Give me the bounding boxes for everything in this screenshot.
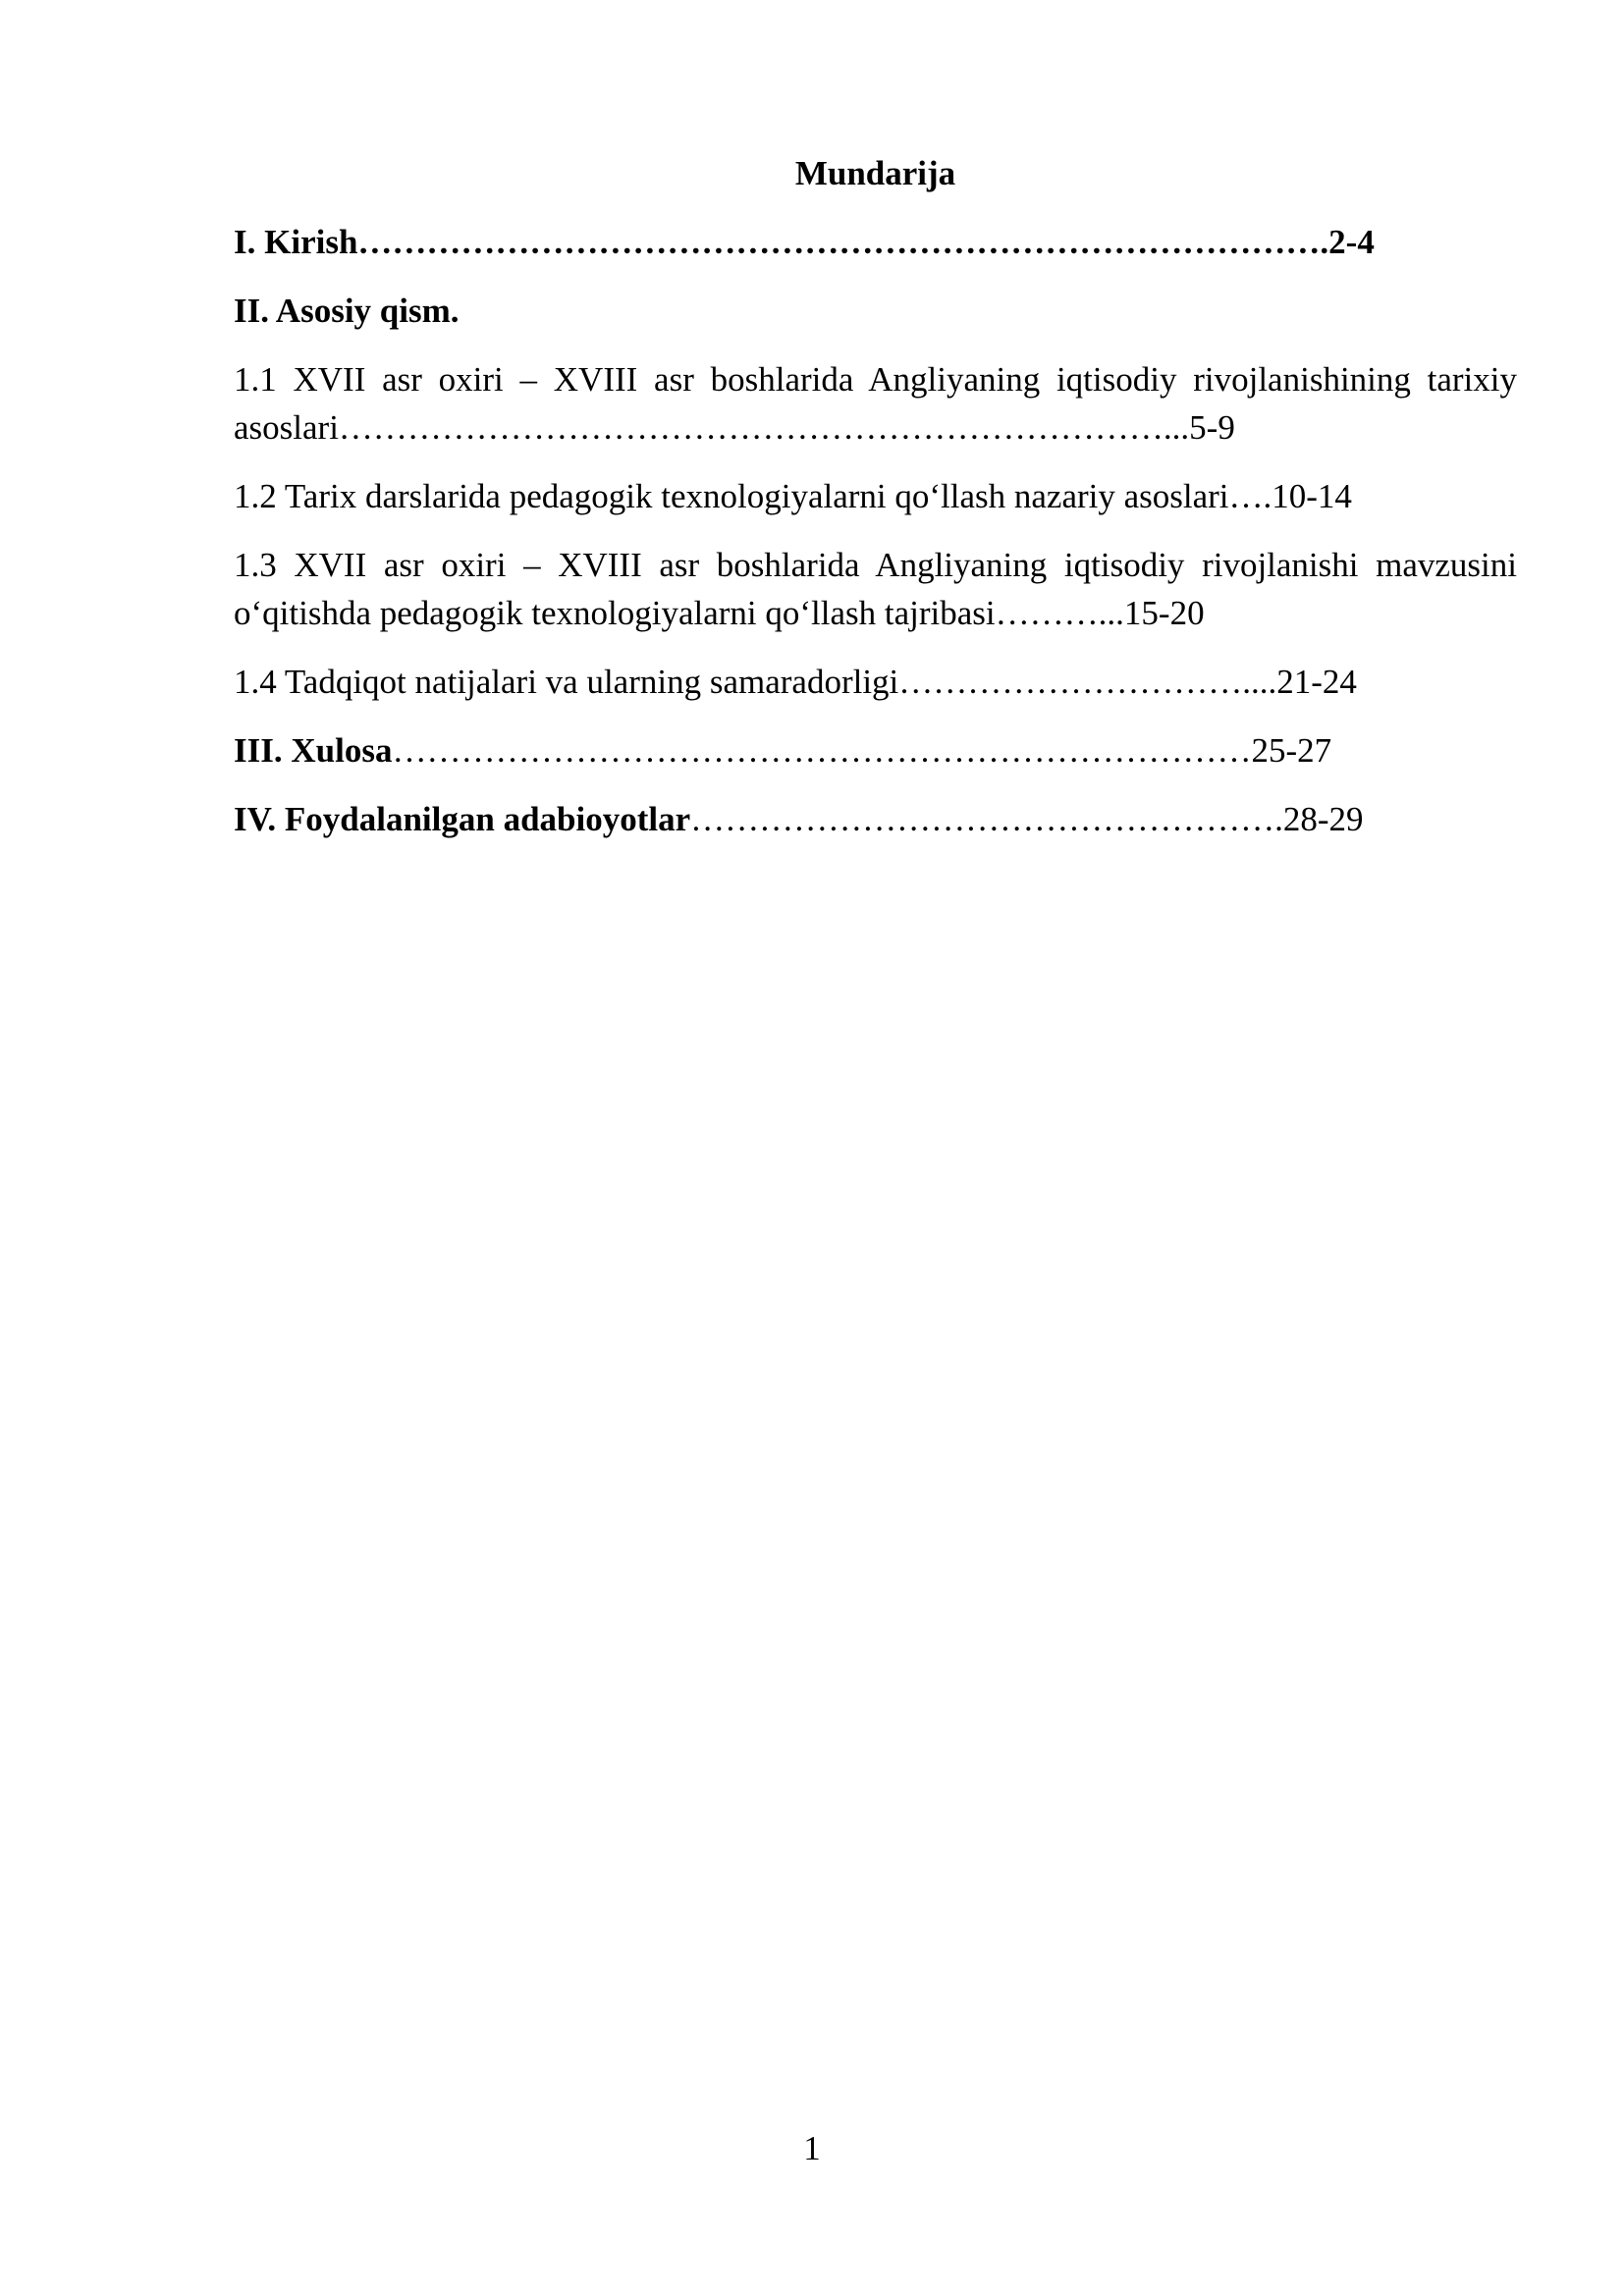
toc-entry-label: III. Xulosa: [234, 731, 393, 770]
toc-entry-xulosa: [234, 726, 1517, 774]
toc-entry-pages: 10-14: [1272, 477, 1352, 515]
toc-entry-leader: ….: [1228, 477, 1272, 515]
page-number: 1: [803, 2129, 821, 2167]
toc-entry-leader: ………………………………………………………………………….: [357, 223, 1329, 261]
toc-entry-leader: ………………………………………………………………...: [338, 408, 1190, 447]
table-of-contents: [234, 149, 1517, 864]
toc-entry-pages: 5-9: [1189, 408, 1235, 447]
toc-entry-leader: …………………………....: [898, 663, 1277, 701]
toc-entry-asosiy-qism: [234, 287, 1517, 335]
toc-entry-label: 1.2 Tarix darslarida pedagogik texnologiyalarni qo‘llash nazariy asoslari: [234, 477, 1229, 515]
toc-entry-1-4: [234, 658, 1517, 706]
toc-entry-pages: 28-29: [1282, 800, 1364, 838]
toc-entry-label: 1.4 Tadqiqot natijalari va ularning samaradorligi: [234, 663, 899, 701]
toc-entry-1-1: [234, 355, 1517, 452]
toc-entry-pages: 25-27: [1251, 731, 1332, 770]
toc-entry-leader: ………...: [995, 594, 1124, 632]
toc-entry-pages: 21-24: [1276, 663, 1357, 701]
toc-entry-adabiyotlar: [234, 795, 1517, 843]
toc-entry-1-3: [234, 541, 1517, 637]
toc-entry-label: II. Asosiy qism.: [234, 292, 460, 330]
toc-entry-kirish: [234, 218, 1517, 266]
toc-entry-pages: 15-20: [1123, 594, 1205, 632]
toc-entry-label: 1.3 XVII asr oxiri – XVIII asr boshlarida Angliyaning iqtisodiy rivojlanishi mavzusini o‘qitishda pedagogik texnologiyalarni qo‘llash tajribasi: [234, 546, 1517, 632]
toc-entry-pages: 2-4: [1328, 223, 1375, 261]
toc-entry-1-2: [234, 472, 1517, 520]
toc-entry-label: IV. Foydalanilgan adabioyotlar: [234, 800, 691, 838]
toc-entry-leader: …………………………………………….: [690, 800, 1283, 838]
toc-entry-label: 1.1 XVII asr oxiri – XVIII asr boshlarida Angliyaning iqtisodiy rivojlanishining tarixiy asoslari: [234, 360, 1517, 447]
toc-entry-leader: …………………………………………………………………: [392, 731, 1252, 770]
toc-title: Mundarija: [794, 154, 956, 192]
toc-entry-label: I. Kirish: [234, 223, 358, 261]
